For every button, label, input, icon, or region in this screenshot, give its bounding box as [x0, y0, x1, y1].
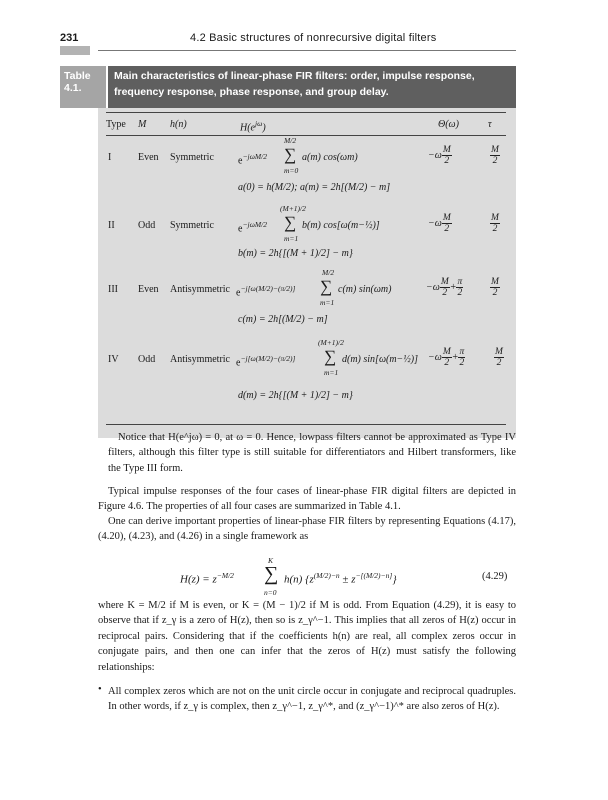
row-tau: $\frac{M}{2}$ — [491, 213, 499, 234]
sum-upper: M/2 — [284, 136, 297, 145]
sum-upper: M/2 — [322, 268, 335, 277]
row-h: Antisymmetric — [170, 284, 230, 295]
eq-body: h(n) $\{z^{(M/2)-n} \pm z^{-[(M/2)-n]}\}$ — [284, 571, 397, 586]
paragraph-2: Typical impulse responses of the four cases of linear-phase FIR digital filters are depicted in Figure 4.6. The properties of all four cases are summarized in Table 4.1. — [98, 486, 516, 513]
row-exp: $e^{-j[\omega(M/2)-(\pi/2)]}$ — [236, 284, 296, 299]
row-theta: −ω $\frac{M}{2}$ + $\frac{\pi}{2}$ — [426, 277, 463, 298]
running-head: 4.2 Basic structures of nonrecursive digital filters — [190, 32, 437, 44]
table-label: Table 4.1. — [64, 70, 91, 94]
paragraph-3: One can derive important properties of linear-phase FIR filters by representing Equations (4.17), (4.20), (4.23), and (4.26) in a single framework as — [98, 516, 516, 543]
row-term: d(m) sin[ω(m−½)] — [342, 354, 419, 365]
row-exp: $e^{-j\omega M/2}$ — [238, 220, 267, 235]
row-exp: $e^{-j\omega M/2}$ — [238, 152, 267, 167]
sum-lower: m=1 — [324, 368, 339, 377]
row-coef: a(0) = h(M/2); a(m) = 2h[(M/2) − m] — [238, 182, 391, 193]
header-bar — [60, 46, 90, 55]
table-caption: Main characteristics of linear-phase FIR filters: order, impulse response, frequency response, phase response, and group delay. — [108, 66, 516, 108]
row-coef: b(m) = 2h{[(M + 1)/2] − m} — [238, 248, 353, 259]
col-tau: τ — [488, 119, 492, 130]
col-h: h(n) — [170, 119, 187, 130]
paragraph-1: Notice that H(e^jω) = 0, at ω = 0. Hence, lowpass filters cannot be approximated as Type IV filters, although this filter type is still suitable for differentiators and Hilbert transformers, like the Type III form. — [108, 432, 516, 474]
sum-sign: ∑ — [320, 277, 333, 296]
sum-sign: ∑ — [284, 213, 297, 232]
eq-sum-lower: n=0 — [264, 588, 277, 597]
sum-lower: m=1 — [320, 298, 335, 307]
table-bottom-rule — [106, 424, 506, 425]
sum-sign: ∑ — [284, 145, 297, 164]
row-type: IV — [108, 354, 119, 365]
row-m: Even — [138, 152, 159, 163]
col-m: M — [138, 119, 147, 130]
row-m: Odd — [138, 354, 156, 365]
row-type: II — [108, 220, 115, 231]
row-m: Even — [138, 284, 159, 295]
row-theta: −ω $\frac{M}{2}$ — [428, 213, 451, 234]
row-m: Odd — [138, 220, 156, 231]
table-body — [98, 108, 516, 438]
row-exp: $e^{-j[\omega(M/2)-(\pi/2)]}$ — [236, 354, 296, 369]
row-coef: c(m) = 2h[(M/2) − m] — [238, 314, 328, 325]
row-type: I — [108, 152, 112, 163]
row-tau: $\frac{M}{2}$ — [491, 145, 499, 166]
table-top-rule — [106, 112, 506, 113]
row-term: b(m) cos[ω(m−½)] — [302, 220, 380, 231]
row-coef: d(m) = 2h{[(M + 1)/2] − m} — [238, 390, 353, 401]
row-theta: −ω $\frac{M}{2}$ + $\frac{\pi}{2}$ — [428, 347, 465, 368]
eq-sum-sign: ∑ — [264, 563, 279, 585]
row-tau: $\frac{M}{2}$ — [495, 347, 503, 368]
sum-upper: (M+1)/2 — [280, 204, 306, 213]
row-h: Antisymmetric — [170, 354, 230, 365]
sum-lower: m=0 — [284, 166, 299, 175]
bullet-marker: • — [98, 684, 102, 695]
sum-lower: m=1 — [284, 234, 299, 243]
sum-sign: ∑ — [324, 347, 337, 366]
row-theta: −ω $\frac{M}{2}$ — [428, 145, 451, 166]
table-header-rule — [106, 135, 506, 136]
equation-number: (4.29) — [482, 571, 508, 582]
header-rule — [98, 50, 516, 51]
bullet-item-1: All complex zeros which are not on the unit circle occur in conjugate and reciprocal quadruples. In other words, if z_γ is complex, then z_γ^−1, z_γ^*, and (z_γ^−1)^* are also zeros of H(z). — [108, 686, 516, 713]
eq-lhs: $H(z) = z^{-M/2}$ — [180, 571, 234, 586]
col-type: Type — [106, 119, 126, 130]
row-term: c(m) sin(ωm) — [338, 284, 392, 295]
sum-upper: (M+1)/2 — [318, 338, 344, 347]
row-h: Symmetric — [170, 152, 214, 163]
row-term: a(m) cos(ωm) — [302, 152, 358, 163]
paragraph-4: where K = M/2 if M is even, or K = (M − 1)/2 if M is odd. From Equation (4.29), it is easy to observe that if z_γ is a zero of H(z), then so is z_γ^−1. This implies that all zeros of H(z) occur in reciprocal pairs. Considering that if the coefficients h(n) are real, all complex zeros occur in conjugate pairs, and then one can infer that the zeros of H(z) must satisfy the following relationships: — [98, 600, 516, 673]
col-theta: Θ(ω) — [438, 119, 459, 130]
row-tau: $\frac{M}{2}$ — [491, 277, 499, 298]
col-freq: $H(e^{j\omega})$ — [240, 119, 266, 134]
page-number: 231 — [60, 32, 79, 44]
row-h: Symmetric — [170, 220, 214, 231]
eq-sum-upper: K — [268, 556, 274, 565]
row-type: III — [108, 284, 118, 295]
table-label-box — [60, 66, 106, 108]
